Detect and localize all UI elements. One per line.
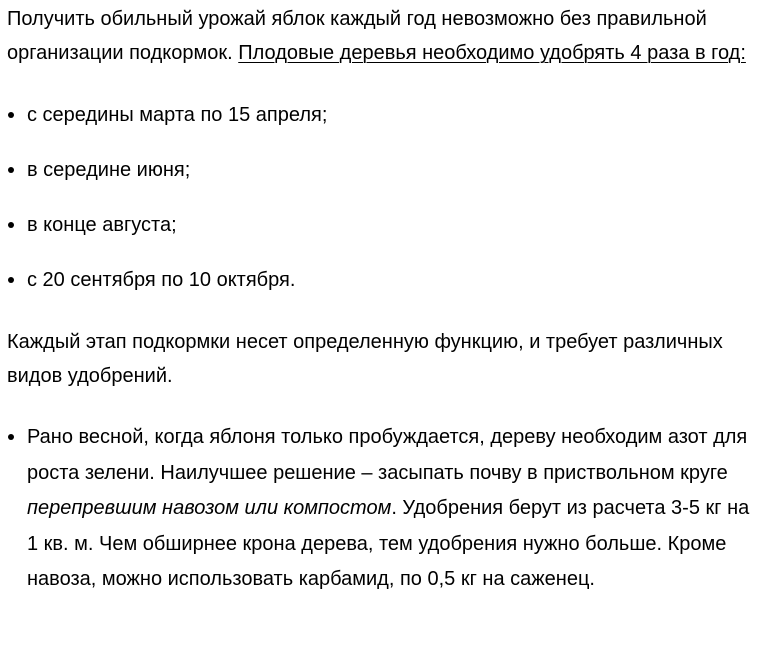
list-item [7,420,760,598]
spring-text-after: . Удобрения берут из расчета 3-5 кг на 1 кв. м. Чем обширнее крона дерева, тем удобрения нужно больше. Кроме навоза, можно использовать карбамид, по 0,5 кг на саженец. [27,497,750,590]
bullet-icon [8,112,14,118]
bullet-icon [8,277,14,283]
bullet-icon [8,167,14,173]
schedule-item-text: с 20 сентября по 10 октября. [27,269,296,291]
stage-details-list [7,420,760,598]
schedule-item-text: в середине июня; [27,159,191,181]
list-item [7,98,760,132]
intro-paragraph [7,2,760,70]
stages-paragraph: Каждый этап подкормки несет определенную функцию, и требует различных видов удобрений. [7,331,723,387]
fertilize-schedule-link[interactable]: Плодовые деревья необходимо удобрять 4 раза в год: [238,42,746,64]
list-item [7,208,760,242]
schedule-item-text: с середины марта по 15 апреля; [27,104,328,126]
intro-text: Получить обильный урожай яблок каждый год невозможно без правильной организации подкормок. [7,8,707,64]
spring-emphasis: перепревшим навозом или компостом [27,497,392,519]
bullet-icon [8,434,14,440]
spring-text-before: Рано весной, когда яблоня только пробуждается, дереву необходим азот для роста зелени. Наилучшее решение – засыпать почву в приствольном круге [27,426,748,484]
schedule-item-text: в конце августа; [27,214,177,236]
bullet-icon [8,222,14,228]
list-item [7,263,760,297]
list-item [7,153,760,187]
fertilizing-schedule-list [7,98,760,297]
